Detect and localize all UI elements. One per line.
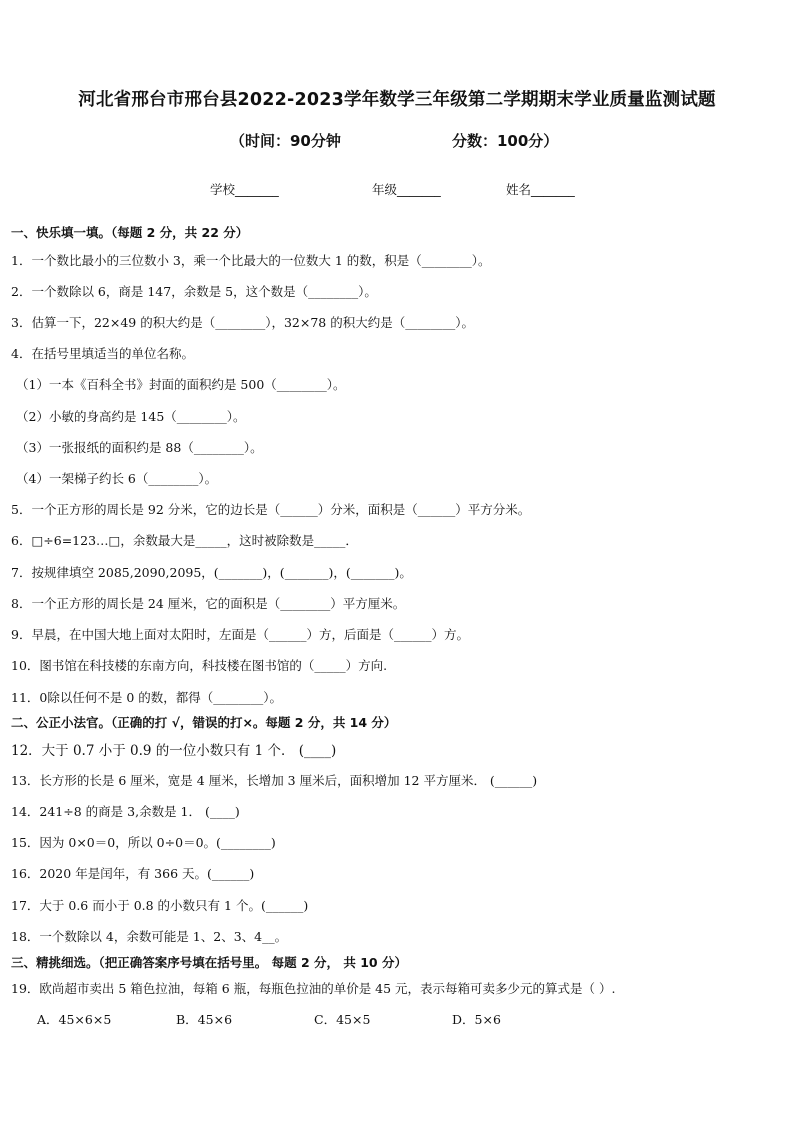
question: 4．在括号里填适当的单位名称。 (11, 346, 194, 361)
question: 14．241÷8 的商是 3,余数是 1． (____) (11, 804, 240, 819)
question: （1）一本《百科全书》封面的面积约是 500（________）。 (16, 377, 346, 392)
question: 10．图书馆在科技楼的东南方向，科技楼在图书馆的（_____）方向. (11, 658, 388, 673)
option-d: D．5×6 (452, 1012, 501, 1027)
question: 2．一个数除以 6，商是 147，余数是 5，这个数是（________）。 (11, 284, 377, 299)
exam-time: （时间：90分钟 (230, 132, 341, 150)
exam-score: 分数：100分） (452, 132, 559, 150)
question: 19．欧尚超市卖出 5 箱色拉油，每箱 6 瓶，每瓶色拉油的单价是 45 元，表示每箱可卖多少元的算式是（ ）. (11, 981, 616, 996)
school-field: 学校_______ (210, 182, 279, 197)
question: 17．大于 0.6 而小于 0.8 的小数只有 1 个。(______) (11, 898, 309, 913)
question: 18．一个数除以 4，余数可能是 1、2、3、4__。 (11, 929, 288, 944)
section-heading: 三、精挑细选。（把正确答案序号填在括号里。 每题 2 分， 共 10 分） (11, 955, 407, 970)
question: （4）一架梯子约长 6（________）。 (16, 471, 218, 486)
question: 6．□÷6=123…□，余数最大是_____，这时被除数是_____． (11, 533, 358, 548)
question: 12．大于 0.7 小于 0.9 的一位小数只有 1 个． (____) (11, 743, 337, 759)
question: 7．按规律填空 2085,2090,2095，(_______)，(_______)，(_______)。 (11, 565, 412, 580)
section-heading: 一、快乐填一填。（每题 2 分，共 22 分） (11, 225, 249, 240)
question: 3．估算一下，22×49 的积大约是（________），32×78 的积大约是（________）。 (11, 315, 474, 330)
option-b: B．45×6 (176, 1012, 233, 1027)
question: （3）一张报纸的面积约是 88（________）。 (16, 440, 263, 455)
question: 11．0除以任何不是 0 的数，都得（________）。 (11, 690, 283, 705)
option-a: A．45×6×5 (37, 1012, 112, 1027)
option-c: C．45×5 (314, 1012, 371, 1027)
question: 5．一个正方形的周长是 92 分米，它的边长是（______）分米，面积是（______）平方分米。 (11, 502, 531, 517)
question: 1．一个数比最小的三位数小 3，乘一个比最大的一位数大 1 的数，积是（________）。 (11, 253, 491, 268)
page-title: 河北省邢台市邢台县2022-2023学年数学三年级第二学期期末学业质量监测试题 (78, 90, 716, 110)
question: （2）小敏的身高约是 145（________）。 (16, 409, 246, 424)
question: 8．一个正方形的周长是 24 厘米，它的面积是（________）平方厘米。 (11, 596, 406, 611)
question: 16．2020 年是闰年，有 366 天。(______) (11, 866, 255, 881)
name-field: 姓名_______ (506, 182, 575, 197)
question: 13．长方形的长是 6 厘米，宽是 4 厘米，长增加 3 厘米后，面积增加 12 平方厘米． (______) (11, 773, 538, 788)
grade-field: 年级_______ (372, 182, 441, 197)
section-heading: 二、公正小法官。（正确的打 √，错误的打×。每题 2 分，共 14 分） (11, 715, 397, 730)
question: 9．早晨，在中国大地上面对太阳时，左面是（______）方，后面是（______）方。 (11, 627, 469, 642)
question: 15．因为 0×0＝0，所以 0÷0＝0。(________) (11, 835, 276, 850)
